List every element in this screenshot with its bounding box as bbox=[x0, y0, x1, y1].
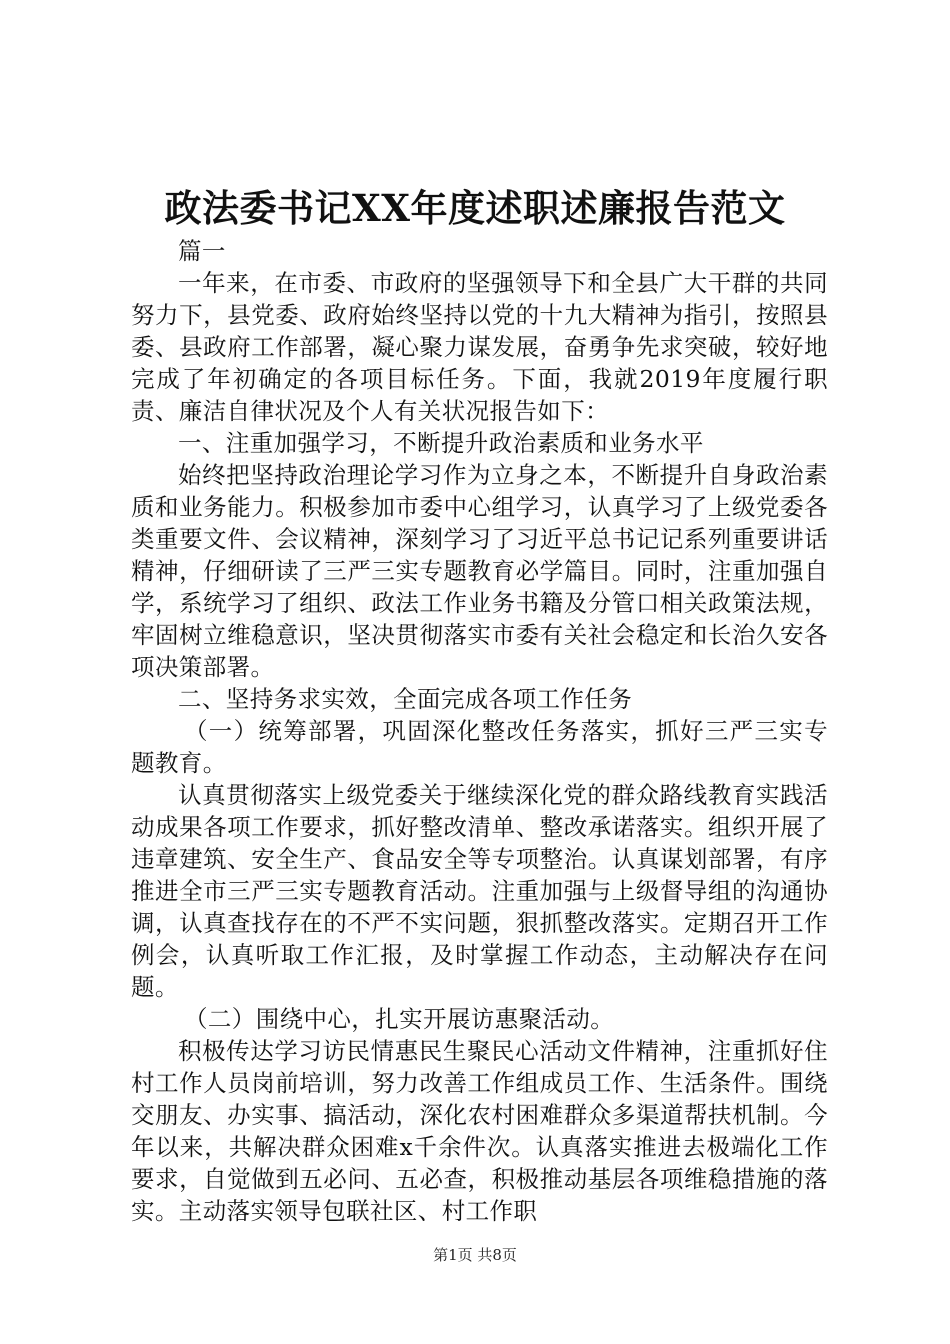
subsection-heading-2: （二）围绕中心，扎实开展访惠聚活动。 bbox=[184, 1005, 615, 1033]
section-heading-1: 一、注重加强学习，不断提升政治素质和业务水平 bbox=[178, 429, 704, 457]
document-body bbox=[131, 235, 828, 1227]
section-1-paragraph: 始终把坚持政治理论学习作为立身之本，不断提升自身政治素质和业务能力。积极参加市委中心组学习，认真学习了上级党委各类重要文件、会议精神，深刻学习了习近平总书记记系列重要讲话精神，仔细研读了三严三实专题教育必学篇目。同时，注重加强自学，系统学习了组织、政法工作业务书籍及分管口相关政策法规，牢固树立维稳意识，坚决贯彻落实市委有关社会稳定和长治久安各项决策部署。 bbox=[131, 461, 828, 681]
page-number-footer: 第1页 共8页 bbox=[433, 1246, 517, 1264]
subsection-heading-1: （一）统筹部署，巩固深化整改任务落实，抓好三严三实专题教育。 bbox=[131, 717, 828, 777]
intro-paragraph: 一年来，在市委、市政府的坚强领导下和全县广大干群的共同努力下，县党委、政府始终坚持以党的十九大精神为指引，按照县委、县政府工作部署，凝心聚力谋发展，奋勇争先求突破，较好地完成了年初确定的各项目标任务。下面，我就2019年度履行职责、廉洁自律状况及个人有关状况报告如下： bbox=[131, 269, 828, 425]
document-title: 政法委书记XX年度述职述廉报告范文 bbox=[164, 186, 786, 230]
subsection-2-paragraph: 积极传达学习访民情惠民生聚民心活动文件精神，注重抓好住村工作人员岗前培训，努力改善工作组成员工作、生活条件。围绕交朋友、办实事、搞活动，深化农村困难群众多渠道帮扶机制。今年以来，共解决群众困难x千余件次。认真落实推进去极端化工作要求，自觉做到五必问、五必查，积极推动基层各项维稳措施的落实。主动落实领导包联社区、村工作职 bbox=[131, 1037, 828, 1225]
section-label: 篇一 bbox=[178, 237, 226, 265]
subsection-1-paragraph: 认真贯彻落实上级党委关于继续深化党的群众路线教育实践活动成果各项工作要求，抓好整改清单、整改承诺落实。组织开展了违章建筑、安全生产、食品安全等专项整治。认真谋划部署，有序推进全市三严三实专题教育活动。注重加强与上级督导组的沟通协调，认真查找存在的不严不实问题，狠抓整改落实。定期召开工作例会，认真听取工作汇报，及时掌握工作动态，主动解决存在问题。 bbox=[131, 781, 828, 1001]
section-heading-2: 二、坚持务求实效，全面完成各项工作任务 bbox=[178, 685, 633, 713]
